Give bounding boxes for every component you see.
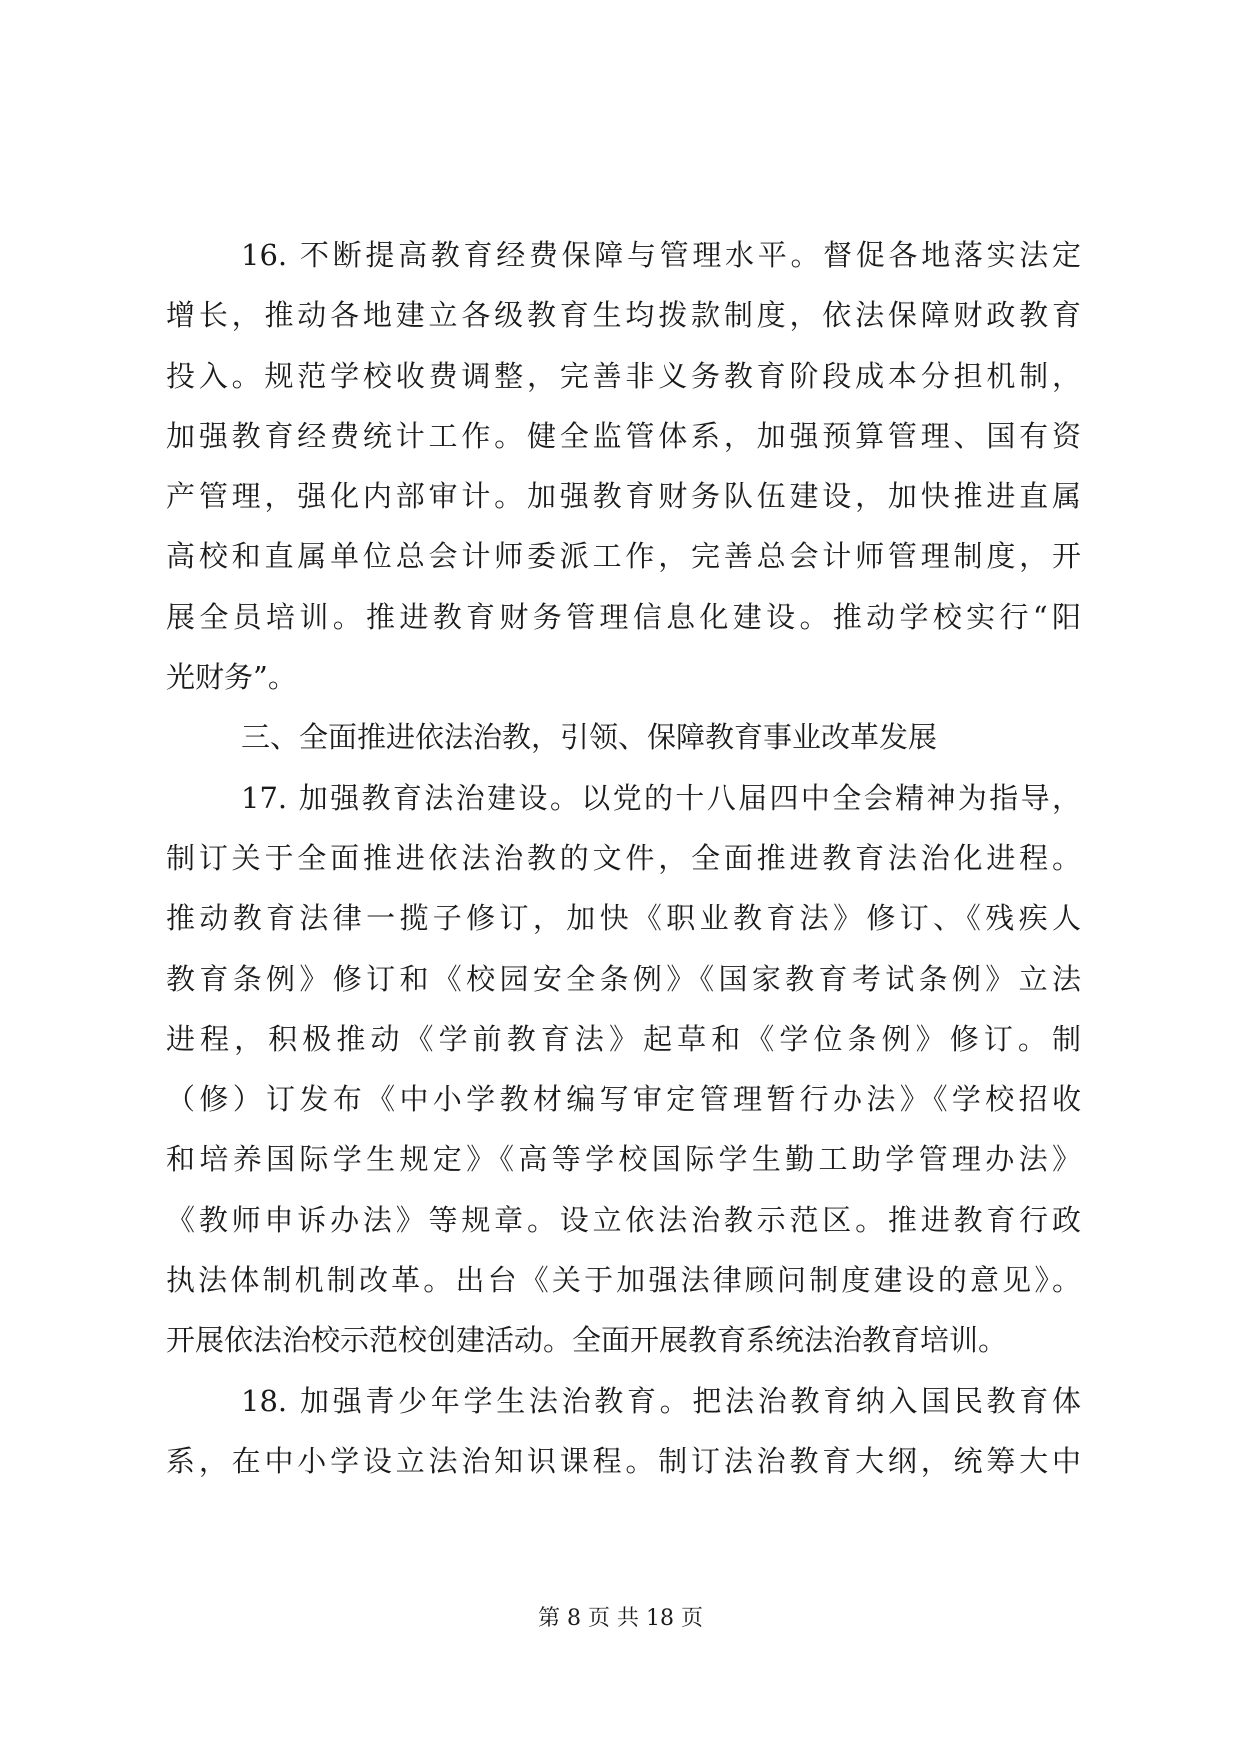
paragraph-16-line-4: 加强教育经费统计工作。健全监管体系，加强预算管理、国有资 [166,418,1081,453]
paragraph-16-line-8: 光财务”。 [166,660,297,695]
page-number-footer: 第 8 页 共 18 页 [538,1606,703,1631]
paragraph-17-line-8: 《教师申诉办法》等规章。设立依法治教示范区。推进教育行政 [166,1202,1081,1237]
paragraph-16-line-2: 增长，推动各地建立各级教育生均拨款制度，依法保障财政教育 [166,298,1081,333]
paragraph-16-line-7: 展全员培训。推进教育财务管理信息化建设。推动学校实行“阳 [166,599,1081,634]
paragraph-18-line-1: 18. 加强青少年学生法治教育。把法治教育纳入国民教育体 [241,1383,1081,1418]
paragraph-17-line-5: 进程，积极推动《学前教育法》起草和《学位条例》修订。制 [166,1021,1081,1056]
paragraph-16-line-3: 投入。规范学校收费调整，完善非义务教育阶段成本分担机制， [166,358,1081,393]
paragraph-17-line-3: 推动教育法律一揽子修订，加快《职业教育法》修订、《残疾人 [166,901,1081,936]
paragraph-18-line-2: 系，在中小学设立法治知识课程。制订法治教育大纲，统筹大中 [166,1443,1081,1478]
paragraph-16-line-5: 产管理，强化内部审计。加强教育财务队伍建设，加快推进直属 [166,479,1081,514]
section-heading-3: 三、全面推进依法治教，引领、保障教育事业改革发展 [241,720,938,755]
paragraph-16-line-1: 16. 不断提高教育经费保障与管理水平。督促各地落实法定 [241,238,1081,272]
paragraph-17-line-4: 教育条例》修订和《校园安全条例》《国家教育考试条例》立法 [166,961,1081,996]
paragraph-16-line-6: 高校和直属单位总会计师委派工作，完善总会计师管理制度，开 [166,539,1081,574]
paragraph-17-line-10: 开展依法治校示范校创建活动。全面开展教育系统法治教育培训。 [166,1323,1008,1358]
paragraph-17-line-2: 制订关于全面推进依法治教的文件，全面推进教育法治化进程。 [166,840,1081,875]
paragraph-17-line-7: 和培养国际学生规定》《高等学校国际学生勤工助学管理办法》 [166,1142,1081,1177]
paragraph-17-line-1: 17. 加强教育法治建设。以党的十八届四中全会精神为指导， [241,780,1081,815]
paragraph-17-line-9: 执法体制机制改革。出台《关于加强法律顾问制度建设的意见》。 [166,1263,1081,1298]
body-text [166,225,1081,1491]
paragraph-17-line-6: （修）订发布《中小学教材编写审定管理暂行办法》《学校招收 [166,1082,1081,1117]
